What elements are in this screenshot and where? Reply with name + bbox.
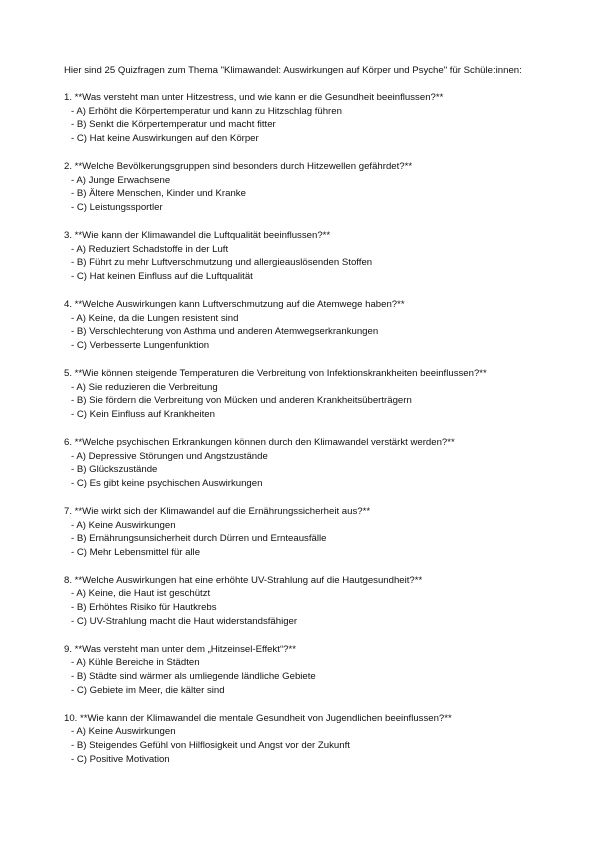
answer-option: - B) Städte sind wärmer als umliegende ländliche Gebiete <box>71 671 316 683</box>
question-block <box>64 505 564 560</box>
answer-option: - B) Führt zu mehr Luftverschmutzung und allergieauslösenden Stoffen <box>71 257 373 269</box>
question-block <box>64 160 564 215</box>
intro-text: Hier sind 25 Quizfragen zum Thema "Klimawandel: Auswirkungen auf Körper und Psyche" für Schüle:innen: <box>64 65 522 76</box>
answer-option: - C) Leistungssportler <box>71 202 163 214</box>
answer-option: - B) Sie fördern die Verbreitung von Mücken und anderen Krankheitsüberträgern <box>71 395 412 407</box>
question-text: 5. **Wie können steigende Temperaturen die Verbreitung von Infektionskrankheiten beeinflussen?** <box>64 367 487 379</box>
question-block <box>64 643 564 698</box>
answer-option: - A) Keine, die Haut ist geschützt <box>71 588 211 600</box>
answer-option: - C) Positive Motivation <box>71 754 170 766</box>
answer-option: - B) Steigendes Gefühl von Hilflosigkeit und Angst vor der Zukunft <box>71 740 350 752</box>
answer-option: - A) Junge Erwachsene <box>71 174 171 186</box>
answer-option: - B) Verschlechterung von Asthma und anderen Atemwegserkrankungen <box>71 326 379 338</box>
answer-option: - C) Hat keinen Einfluss auf die Luftqualität <box>71 271 253 283</box>
document-page <box>64 64 564 781</box>
question-text: 1. **Was versteht man unter Hitzestress, und wie kann er die Gesundheit beeinflussen?** <box>64 91 444 103</box>
question-text: 2. **Welche Bevölkerungsgruppen sind besonders durch Hitzewellen gefährdet?** <box>64 160 413 172</box>
answer-option: - C) Gebiete im Meer, die kälter sind <box>71 685 225 697</box>
answer-option: - C) Verbesserte Lungenfunktion <box>71 340 210 352</box>
answer-option: - C) UV-Strahlung macht die Haut widerstandsfähiger <box>71 616 298 628</box>
answer-option: - A) Keine, da die Lungen resistent sind <box>71 312 239 324</box>
question-block <box>64 436 564 491</box>
answer-option: - A) Reduziert Schadstoffe in der Luft <box>71 243 229 255</box>
question-text: 7. **Wie wirkt sich der Klimawandel auf die Ernährungssicherheit aus?** <box>64 505 371 517</box>
answer-option: - A) Depressive Störungen und Angstzustände <box>71 450 268 462</box>
answer-option: - B) Erhöhtes Risiko für Hautkrebs <box>71 602 217 614</box>
answer-option: - A) Keine Auswirkungen <box>71 726 176 738</box>
answer-option: - A) Kühle Bereiche in Städten <box>71 657 200 669</box>
answer-option: - A) Erhöht die Körpertemperatur und kann zu Hitzschlag führen <box>71 105 342 117</box>
answer-option: - A) Sie reduzieren die Verbreitung <box>71 381 218 393</box>
question-block <box>64 574 564 629</box>
question-list <box>64 91 564 767</box>
answer-option: - B) Ältere Menschen, Kinder und Kranke <box>71 188 246 200</box>
answer-option: - C) Es gibt keine psychischen Auswirkungen <box>71 478 263 490</box>
question-block <box>64 91 564 146</box>
question-block <box>64 712 564 767</box>
answer-option: - B) Ernährungsunsicherheit durch Dürren und Ernteausfälle <box>71 533 327 545</box>
answer-option: - B) Glückszustände <box>71 464 158 476</box>
answer-option: - C) Hat keine Auswirkungen auf den Körper <box>71 133 259 145</box>
answer-option: - A) Keine Auswirkungen <box>71 519 176 531</box>
question-text: 8. **Welche Auswirkungen hat eine erhöhte UV-Strahlung auf die Hautgesundheit?** <box>64 574 423 586</box>
question-text: 9. **Was versteht man unter dem „Hitzeinsel-Effekt“?** <box>64 643 296 655</box>
question-block <box>64 367 564 422</box>
question-text: 6. **Welche psychischen Erkrankungen können durch den Klimawandel verstärkt werden?** <box>64 436 455 448</box>
question-block <box>64 298 564 353</box>
question-text: 10. **Wie kann der Klimawandel die mentale Gesundheit von Jugendlichen beeinflussen?** <box>64 712 452 724</box>
question-block <box>64 229 564 284</box>
answer-option: - C) Mehr Lebensmittel für alle <box>71 547 201 559</box>
question-text: 4. **Welche Auswirkungen kann Luftverschmutzung auf die Atemwege haben?** <box>64 298 405 310</box>
answer-option: - C) Kein Einfluss auf Krankheiten <box>71 409 215 421</box>
answer-option: - B) Senkt die Körpertemperatur und macht fitter <box>71 119 276 131</box>
question-text: 3. **Wie kann der Klimawandel die Luftqualität beeinflussen?** <box>64 229 331 241</box>
